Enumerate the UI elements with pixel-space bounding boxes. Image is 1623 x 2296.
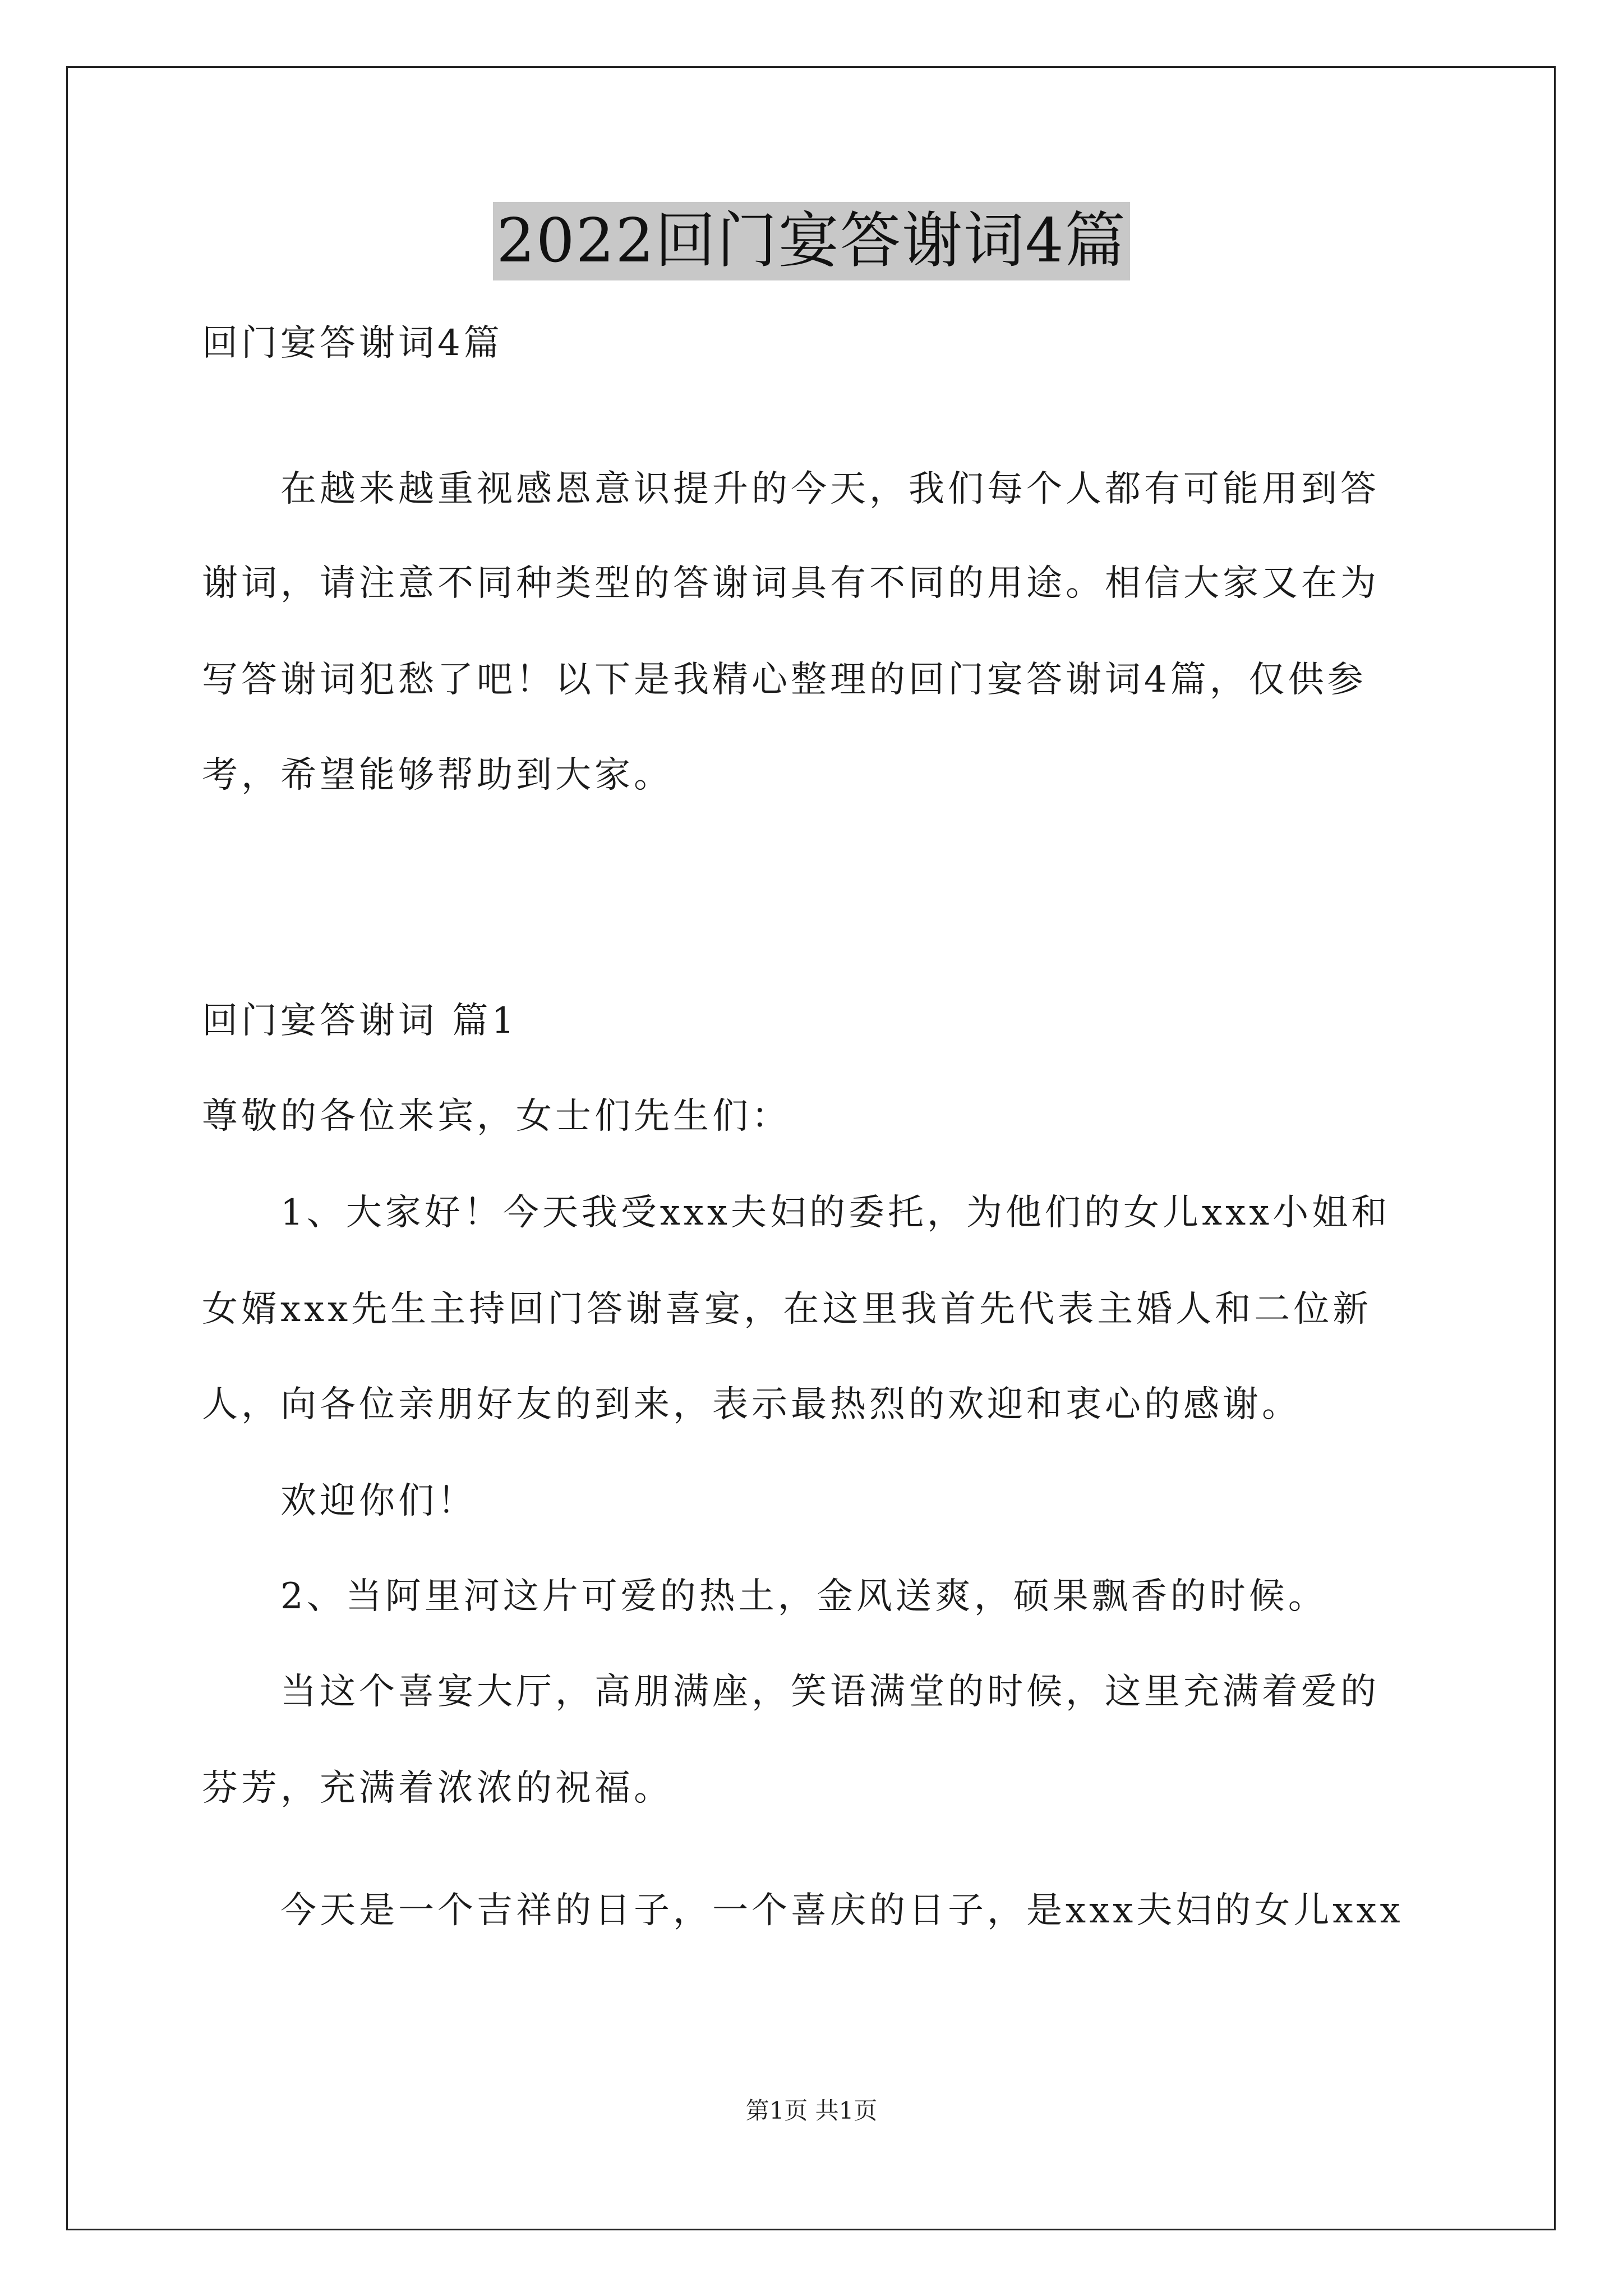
intro-paragraph-line-1: 在越来越重视感恩意识提升的今天，我们每个人都有可能用到答 — [280, 468, 1380, 510]
page-footer: 第1页 共1页 — [745, 2097, 878, 2124]
intro-paragraph-line-3: 写答谢词犯愁了吧！以下是我精心整理的回门宴答谢词4篇，仅供参 — [202, 659, 1367, 701]
salutation-line: 尊敬的各位来宾，女士们先生们： — [202, 1096, 791, 1137]
section-heading: 回门宴答谢词 篇1 — [202, 1000, 518, 1042]
paragraph-1-line-2: 女婿xxx先生主持回门答谢喜宴，在这里我首先代表主婚人和二位新 — [202, 1289, 1372, 1330]
paragraph-welcome: 欢迎你们！ — [280, 1480, 477, 1522]
paragraph-3-line-1: 当这个喜宴大厅，高朋满座，笑语满堂的时候，这里充满着爱的 — [280, 1671, 1380, 1713]
document-title: 2022回门宴答谢词4篇 — [493, 202, 1130, 280]
paragraph-3-line-2: 芬芳，充满着浓浓的祝福。 — [202, 1768, 673, 1809]
paragraph-4-line-1: 今天是一个吉祥的日子，一个喜庆的日子，是xxx夫妇的女儿xxx — [280, 1890, 1404, 1931]
paragraph-1-line-3: 人，向各位亲朋好友的到来，表示最热烈的欢迎和衷心的感谢。 — [202, 1384, 1301, 1425]
subtitle-line: 回门宴答谢词4篇 — [202, 323, 503, 364]
title-container — [0, 202, 1623, 280]
intro-paragraph-line-4: 考，希望能够帮助到大家。 — [202, 754, 673, 796]
intro-paragraph-line-2: 谢词，请注意不同种类型的答谢词具有不同的用途。相信大家又在为 — [202, 563, 1380, 604]
paragraph-1-line-1: 1、大家好！今天我受xxx夫妇的委托，为他们的女儿xxx小姐和 — [280, 1192, 1391, 1234]
paragraph-2-line-1: 2、当阿里河这片可爱的热土，金风送爽，硕果飘香的时候。 — [280, 1576, 1327, 1617]
